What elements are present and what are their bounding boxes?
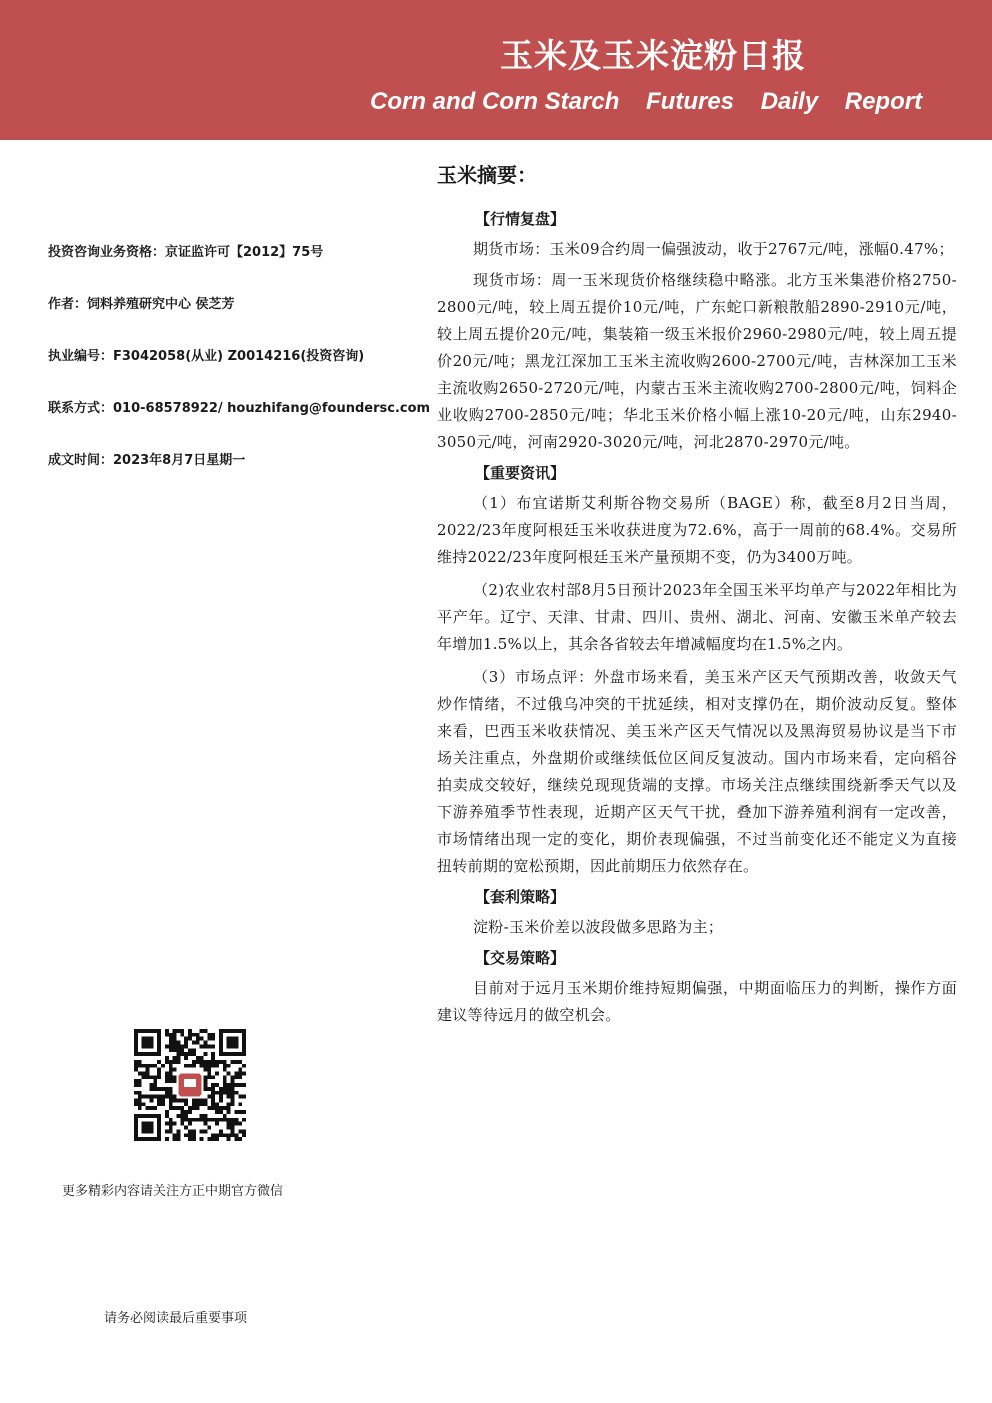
news-item-1: （1）布宜诺斯艾利斯谷物交易所（BAGE）称，截至8月2日当周，2022/23年度阿根廷玉米收获进度为72.6%，高于一周前的68.4%。交易所维持2022/23年度阿根廷玉米产量预期不变，仍为3400万吨。 [437,494,957,566]
license-number: 执业编号：F3042058(从业) Z0014216(投资咨询) [48,349,365,364]
qr-code-icon [134,1029,246,1141]
futures-market-text: 期货市场：玉米09合约周一偏强波动，收于2767元/吨，涨幅0.47%； [473,240,954,258]
news-item-3: （3）市场点评：外盘市场来看，美玉米产区天气预期改善，收敛天气炒作情绪，不过俄乌冲突的干扰延续，相对支撑仍在，期价波动反复。整体来看，巴西玉米收获情况、美玉米产区天气情况以及黑海贸易协议是当下市场关注重点，外盘期价或继续低位区间反复波动。国内市场来看，定向稻谷拍卖成交较好，继续兑现现货端的支撑。市场关注点继续围绕新季天气以及下游养殖季节性表现，近期产区天气干扰，叠加下游养殖利润有一定改善，市场情绪出现一定的变化，期价表现偏强，不过当前变化还不能定义为直接扭转前期的宽松预期，因此前期压力依然存在。 [437,668,957,875]
report-date: 成文时间：2023年8月7日星期一 [48,453,246,468]
summary-title: 玉米摘要： [437,163,537,187]
news-item-2: （2)农业农村部8月5日预计2023年全国玉米平均单产与2022年相比为平产年。辽宁、天津、甘肃、四川、贵州、湖北、河南、安徽玉米单产较去年增加1.5%以上，其余各省较去年增减幅度均在1.5%之内。 [437,581,957,653]
qr-caption: 更多精彩内容请关注方正中期官方微信 [62,1184,284,1199]
arbitrage-text: 淀粉-玉米价差以波段做多思路为主； [473,918,724,936]
report-subtitle: Corn and Corn Starch Futures Daily Report [370,88,923,115]
report-title: 玉米及玉米淀粉日报 [500,36,806,75]
market-review-heading: 【行情复盘】 [475,210,566,228]
disclaimer-note: 请务必阅读最后重要事项 [104,1311,248,1326]
contact-info: 联系方式：010-68578922/ houzhifang@foundersc.com [48,401,431,416]
qualification: 投资咨询业务资格：京证监许可【2012】75号 [48,245,324,260]
spot-market-text: 现货市场：周一玉米现货价格继续稳中略涨。北方玉米集港价格2750-2800元/吨，较上周五提价10元/吨，广东蛇口新粮散船2890-2910元/吨，较上周五提价20元/吨，集装箱一级玉米报价2960-2980元/吨，较上周五提价20元/吨；黑龙江深加工玉米主流收购2600-2700元/吨，吉林深加工玉米主流收购2650-2720元/吨，内蒙古玉米主流收购2700-2800元/吨，饲料企业收购2700-2850元/吨；华北玉米价格小幅上涨10-20元/吨，山东2940-3050元/吨，河南2920-3020元/吨，河北2870-2970元/吨。 [437,271,957,451]
trading-text: 目前对于远月玉米期价维持短期偏强，中期面临压力的判断，操作方面建议等待远月的做空机会。 [437,979,957,1024]
report-header [0,0,992,140]
news-heading: 【重要资讯】 [475,464,566,482]
author: 作者：饲料养殖研究中心 侯芝芳 [48,297,235,312]
arbitrage-heading: 【套利策略】 [475,888,566,906]
author-info [48,243,431,503]
summary-section [437,160,957,1033]
trading-heading: 【交易策略】 [475,949,566,967]
